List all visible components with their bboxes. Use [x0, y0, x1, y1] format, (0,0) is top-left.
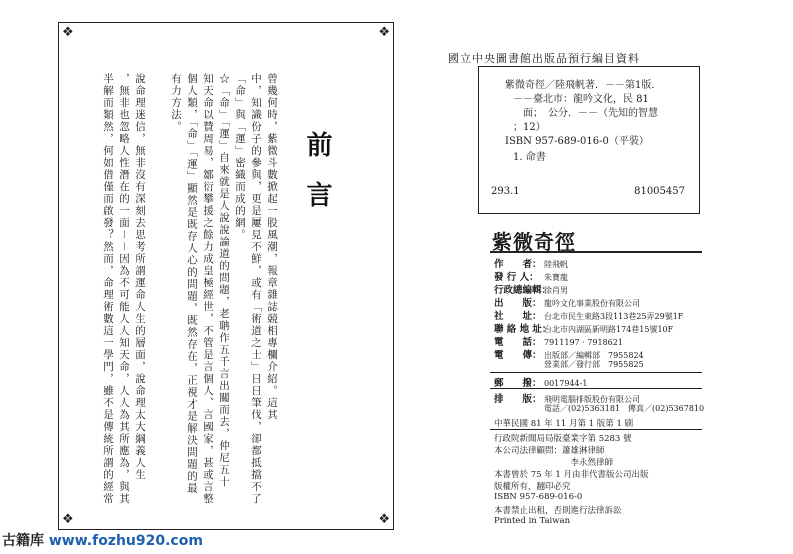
cip-line: －－臺北市：龍吟文化，民 81: [513, 94, 649, 105]
preface-column: 中，知識份子的參與，更是屢見不鮮，或有「術道之士」日日筆伐，卻都抵擋不了: [250, 73, 262, 505]
preface-column: 知天命以贊周易，鄒衍攀援之餘力成皇極經世，不管是言個人、言國家，甚或言整: [202, 73, 214, 505]
footer-line: 行政院新聞局局版臺業字第 5283 號: [494, 434, 632, 444]
corner-ornament-icon: ❖: [378, 25, 390, 40]
footer-line: Printed in Taiwan: [494, 516, 571, 526]
footer-line: 本公司法律顧問：蕭雄淋律師: [494, 446, 605, 456]
colophon-row: 出 版： 龍吟文化事業股份有限公司: [494, 298, 640, 309]
colophon-row: 社 址： 台北市民生東路3段113巷25弄29號1F: [494, 311, 684, 322]
preface-page: [58, 22, 394, 530]
divider: [490, 429, 702, 430]
preface-column: ，無非也忽略人性潛在的一面－－因為不可能人人知天命，人人為其所應為，與其: [118, 73, 130, 505]
preface-column: 曾幾何時，紫微斗數掀起一股風潮，報章雜誌競相專欄介紹。這其: [266, 73, 278, 421]
divider: [490, 388, 702, 389]
preface-heading: 前言: [302, 131, 332, 231]
colophon-row: 行政總編輯：徐肖男: [494, 285, 568, 296]
divider: [490, 251, 702, 253]
cip-line: 紫微奇徑／陸飛帆著．－－第1版．: [505, 80, 662, 91]
preface-column: 個人類，「命」「運」顯然是既存人心的問題，既然存在，正視才是解決問題的最: [186, 73, 198, 495]
cip-class-number: 293.1: [491, 186, 520, 197]
colophon-row: 排 版： 飛明電腦排版股份有限公司: [494, 394, 640, 405]
colophon-row: 電話／(02)5363181 傳真／(02)5367810: [544, 404, 705, 413]
print-date: 中華民國 81 年 11 月第 1 版第 1 刷: [494, 419, 634, 429]
cip-header: 國立中央圖書館出版品預行編目資料: [448, 52, 640, 65]
footer-line: ISBN 957-689-016-0: [494, 492, 583, 502]
preface-column: 半解而類然，何如借僅而啟發？然而，命理術數這一學門，雖不是傳統所謂的經常: [102, 73, 114, 505]
corner-ornament-icon: ❖: [378, 512, 390, 527]
cip-record-number: 81005457: [634, 186, 685, 197]
cip-line: ；12）: [513, 122, 546, 133]
corner-ornament-icon: ❖: [62, 25, 74, 40]
watermark-site-name: 古籍库: [2, 533, 44, 549]
divider: [490, 372, 702, 373]
colophon-row: 郵 撥： 0017944-1: [494, 378, 588, 389]
colophon-row: 聯 絡 地 址：台北市內湖區新明路174巷15號10F: [494, 324, 674, 335]
colophon-row: 發 行 人： 朱寶龍: [494, 272, 568, 283]
cip-line: 1. 命書: [513, 152, 546, 163]
footer-line: 本書曾於 75 年 1 月由非代書版公司出版: [494, 470, 649, 480]
preface-column: 「命」與「運」密織而成的網。: [234, 73, 246, 241]
cip-record-box: [478, 66, 700, 214]
colophon-row: 電 話： 7911197 · 7918621: [494, 337, 623, 348]
colophon-row: 營業部／發行部 7955825: [544, 360, 644, 369]
footer-line: 李永然律師: [494, 458, 614, 468]
site-watermark: [2, 530, 203, 550]
footer-line: 版權所有，翻印必究: [494, 482, 571, 492]
preface-column: ☆「命」「運」自來就是人說說論道的問題，老聃作五千言出關而去，仲尼五十: [218, 73, 230, 488]
cip-line: ISBN 957-689-016-0（平裝）: [505, 136, 649, 147]
corner-ornament-icon: ❖: [62, 512, 74, 527]
cip-line: 面； 公分．－－（先知的智慧: [523, 108, 658, 119]
colophon-row: 電 傳： 出版部／編輯部 7955824: [494, 350, 644, 361]
preface-column: 說命理迷信，無非沒有深刻去思考所謂運命人生的層面，說命理太大綱義人生: [134, 73, 146, 481]
footer-line: 本書禁止出租，否則進行法律訴訟: [494, 506, 622, 516]
watermark-url: www.fozhu920.com: [48, 533, 203, 549]
colophon-row: 作 者： 陸飛帆: [494, 259, 568, 270]
preface-column: 有力方法。: [170, 73, 182, 133]
book-title: 紫微奇徑: [492, 230, 576, 254]
